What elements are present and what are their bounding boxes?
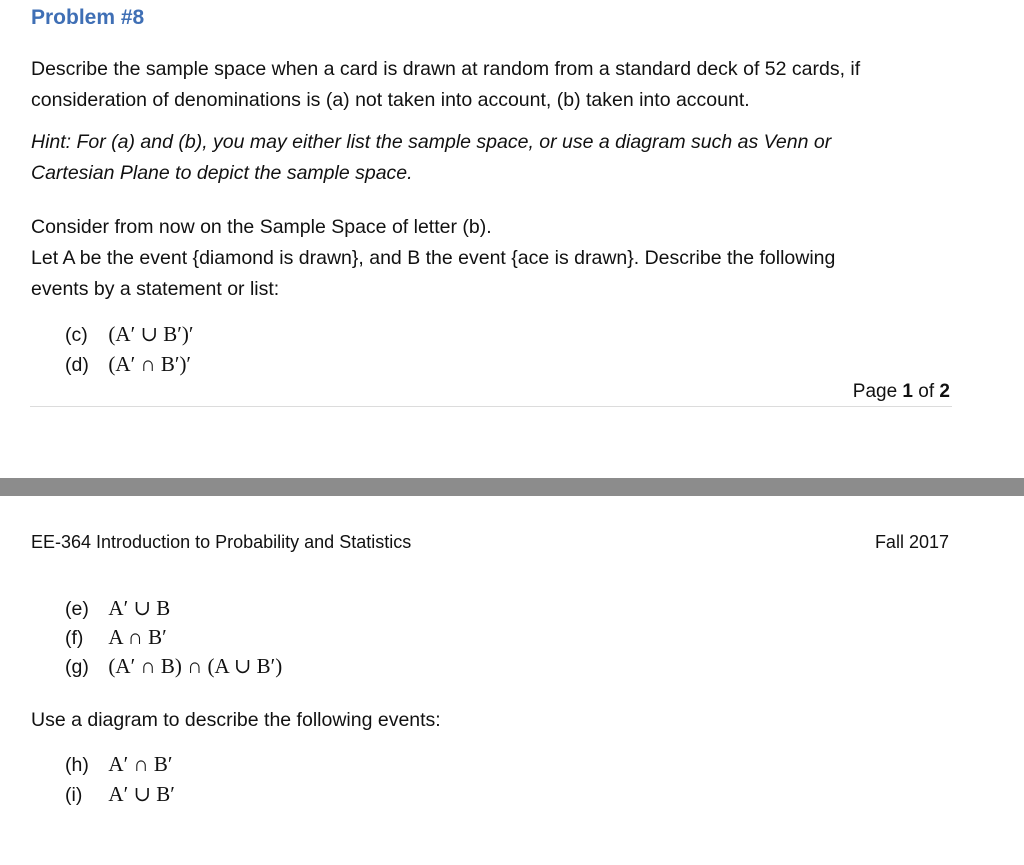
item-expression: A′ ∪ B [108,596,171,620]
term-header: Fall 2017 [874,532,949,552]
item-expression: A ∩ B′ [108,625,167,649]
item-expression: A′ ∪ B′ [108,782,175,806]
item-c [65,320,193,349]
item-label: (i) [65,784,83,806]
item-f [65,623,167,652]
item-expression: A′ ∩ B′ [108,752,173,776]
footer-rule [30,406,952,407]
page-current: 1 [902,381,913,402]
item-label: (h) [65,754,89,776]
item-expression: (A′ ∩ B′)′ [108,352,192,376]
page-of: of [918,381,935,402]
item-g [65,652,282,681]
problem-title: Problem #8 [31,6,145,29]
item-expression: (A′ ∪ B′)′ [108,322,194,346]
course-header: EE-364 Introduction to Probability and Statistics [31,532,412,552]
consider-line: Consider from now on the Sample Space of letter (b). [31,216,492,238]
description-line: Describe the sample space when a card is drawn at random from a standard deck of 52 cards, if [31,58,861,80]
event-definition [31,212,971,305]
event-line: Let A be the event {diamond is drawn}, and B the event {ace is drawn}. Describe the following [31,247,836,269]
page-number [853,381,950,403]
page-prefix: Page [852,381,898,402]
page-total: 2 [939,381,950,402]
item-label: (c) [65,324,88,346]
description-line: consideration of denominations is (a) not taken into account, (b) taken into account. [31,89,750,111]
item-e [65,594,170,623]
hint-line: Hint: For (a) and (b), you may either list the sample space, or use a diagram such as Venn or [31,131,832,153]
page-2 [0,496,1024,865]
problem-description [31,54,971,116]
item-d [65,350,191,379]
hint-text [31,127,971,189]
hint-line: Cartesian Plane to depict the sample space. [31,162,413,184]
item-label: (g) [65,656,89,678]
item-label: (d) [65,354,89,376]
item-label: (e) [65,598,89,620]
item-label: (f) [65,627,84,649]
item-i [65,780,175,809]
item-h [65,750,172,779]
page-separator [0,478,1024,496]
event-line: events by a statement or list: [31,278,280,300]
item-expression: (A′ ∩ B) ∩ (A ∪ B′) [108,654,283,678]
diagram-instruction: Use a diagram to describe the following events: [31,709,441,731]
